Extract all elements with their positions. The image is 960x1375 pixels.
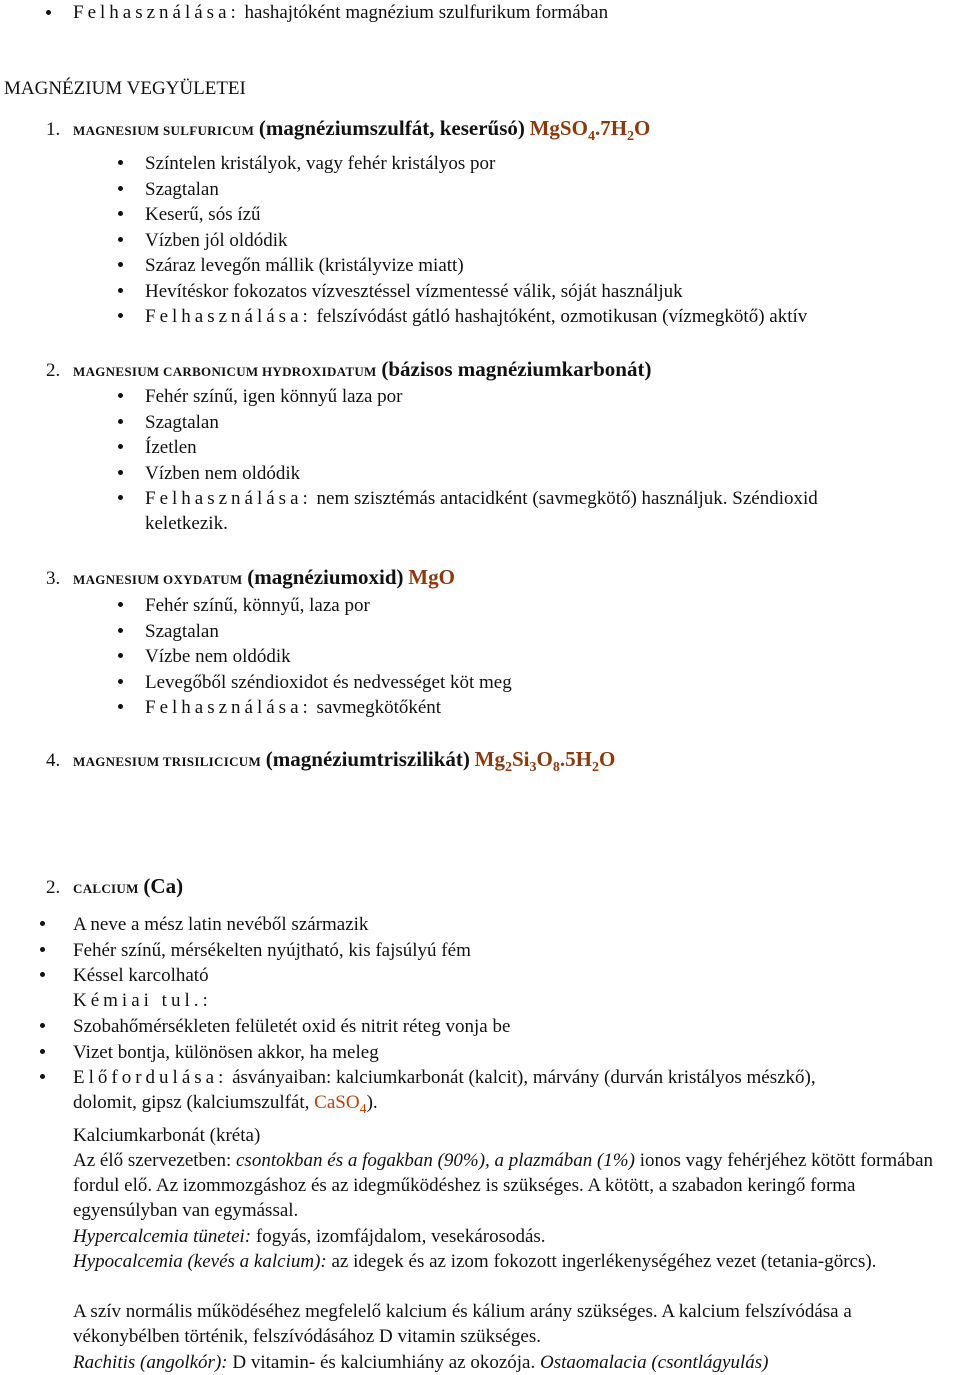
list-item: Vízbe nem oldódik [145,646,291,667]
list-item: Fehér színű, mérsékelten nyújtható, kis fajsúlyú fém [73,940,471,961]
paragraph: Rachitis (angolkór): D vitamin- és kalciumhiány az okozója. Ostaomalacia (csontlágyulás) [73,1352,769,1373]
list-item-use-cont: keletkezik. [145,513,228,534]
list-item: Vízben nem oldódik [145,463,301,484]
s4-heading: 4. MAGNESIUM TRISILICICUM (magnéziumtriszilikát) $Mg_2Si_3O_8.5H_2O$ [46,747,616,775]
list-item: Szagtalan [145,412,219,433]
list-item: Hevítéskor fokozatos vízvesztéssel vízmentessé válik, sóját használjuk [145,281,683,302]
list-item: Ízetlen [145,437,197,458]
occurrence: Előfordulása: ásványaiban: kalciumkarbonát (kalcit), márvány (durván kristályos mészkő), [73,1067,816,1088]
list-item: Keserű, sós ízű [145,204,261,225]
latin-name: MAGNESIUM CARBONICUM HYDROXIDATUM [73,364,377,379]
formula: CaSO$_4$ [314,1092,367,1117]
list-item-use: Felhasználása: savmegkötőként [145,697,442,718]
chem-label: Kémiai tul.: [73,990,212,1011]
latin-name: MAGNESIUM OXYDATUM [73,572,243,587]
formula: $Mg_2Si_3O_8.5H_2O$ [474,747,616,775]
list-item: Késsel karcolható [73,965,209,986]
list-item: Szagtalan [145,621,219,642]
list-item: Levegőből széndioxidot és nedvességet köt meg [145,672,512,693]
list-item: Színtelen kristályok, vagy fehér kristályos por [145,153,496,174]
top-line [73,0,608,25]
formula: MgO [408,565,455,589]
hungarian-name: (bázisos magnéziumkarbonát) [381,357,652,381]
s3-heading: 3. MAGNESIUM OXYDATUM (magnéziumoxid) MgO [46,565,455,589]
latin-name: CALCIUM [73,881,139,896]
list-item-use: Felhasználása: felszívódást gátló hashajtóként, ozmotikusan (vízmegkötő) aktív [145,306,808,327]
bullet [46,10,51,15]
list-item: Fehér színű, igen könnyű laza por [145,386,403,407]
section-title: MAGNÉZIUM VEGYÜLETEI [4,78,246,99]
formula: $MgSO_4.7H_2O$ [529,116,651,144]
paragraph: A szív normális működéséhez megfelelő kalcium és kálium arány szükséges. A kalcium felszívódása a vékonybélben történik, felszívódásához D vitamin szükséges. [73,1301,852,1347]
hungarian-name: (magnéziumszulfát, keserűsó) [258,116,525,140]
use-label: Felhasználása: [73,2,240,23]
latin-name: MAGNESIUM SULFURICUM [73,123,255,138]
s1-heading: 1. MAGNESIUM SULFURICUM (magnéziumszulfát, keserűsó) $MgSO_4.7H_2O$ [46,116,651,144]
paragraph: Kalciumkarbonát (kréta) [73,1125,261,1146]
hungarian-name: (magnéziumtriszilikát) [265,747,470,771]
list-item: Vízben jól oldódik [145,230,288,251]
list-item: Fehér színű, könnyű, laza por [145,595,370,616]
s2-heading: 2. MAGNESIUM CARBONICUM HYDROXIDATUM (bázisos magnéziumkarbonát) [46,357,652,381]
hungarian-name: (magnéziumoxid) [247,565,404,589]
occurrence-cont: dolomit, gipsz (kalciumszulfát, CaSO$_4$). [73,1092,378,1117]
list-item: Szobahőmérsékleten felületét oxid és nitrit réteg vonja be [73,1016,511,1037]
paragraph: Hypercalcemia tünetei: fogyás, izomfájdalom, vesekárosodás. [73,1226,546,1247]
use-text: hashajtóként magnézium szulfurikum formában [244,2,609,23]
calcium-heading: 2. CALCIUM (Ca) [46,874,184,898]
list-item-use: Felhasználása: nem szisztémás antacidként (savmegkötő) használjuk. Széndioxid [145,488,818,509]
hungarian-name: (Ca) [143,874,184,898]
latin-name: MAGNESIUM TRISILICICUM [73,754,262,769]
paragraph: Az élő szervezetben: csontokban és a fogakban (90%), a plazmában (1%) ionos vagy fehérjéhez kötött formában fordul elő. Az izommozgáshoz és az idegműködéshez is szükséges. A kötött, a szabadon keringő forma egyensúlyban van egymással. [73,1150,934,1221]
list-item: Vizet bontja, különösen akkor, ha meleg [73,1042,379,1063]
list-item: A neve a mész latin nevéből származik [73,914,369,935]
list-item: Száraz levegőn mállik (kristályvize miatt) [145,255,464,276]
paragraph: Hypocalcemia (kevés a kalcium): az idegek és az izom fokozott ingerlékenységéhez vezet (tetania-görcs). [73,1251,877,1272]
list-item: Szagtalan [145,179,219,200]
